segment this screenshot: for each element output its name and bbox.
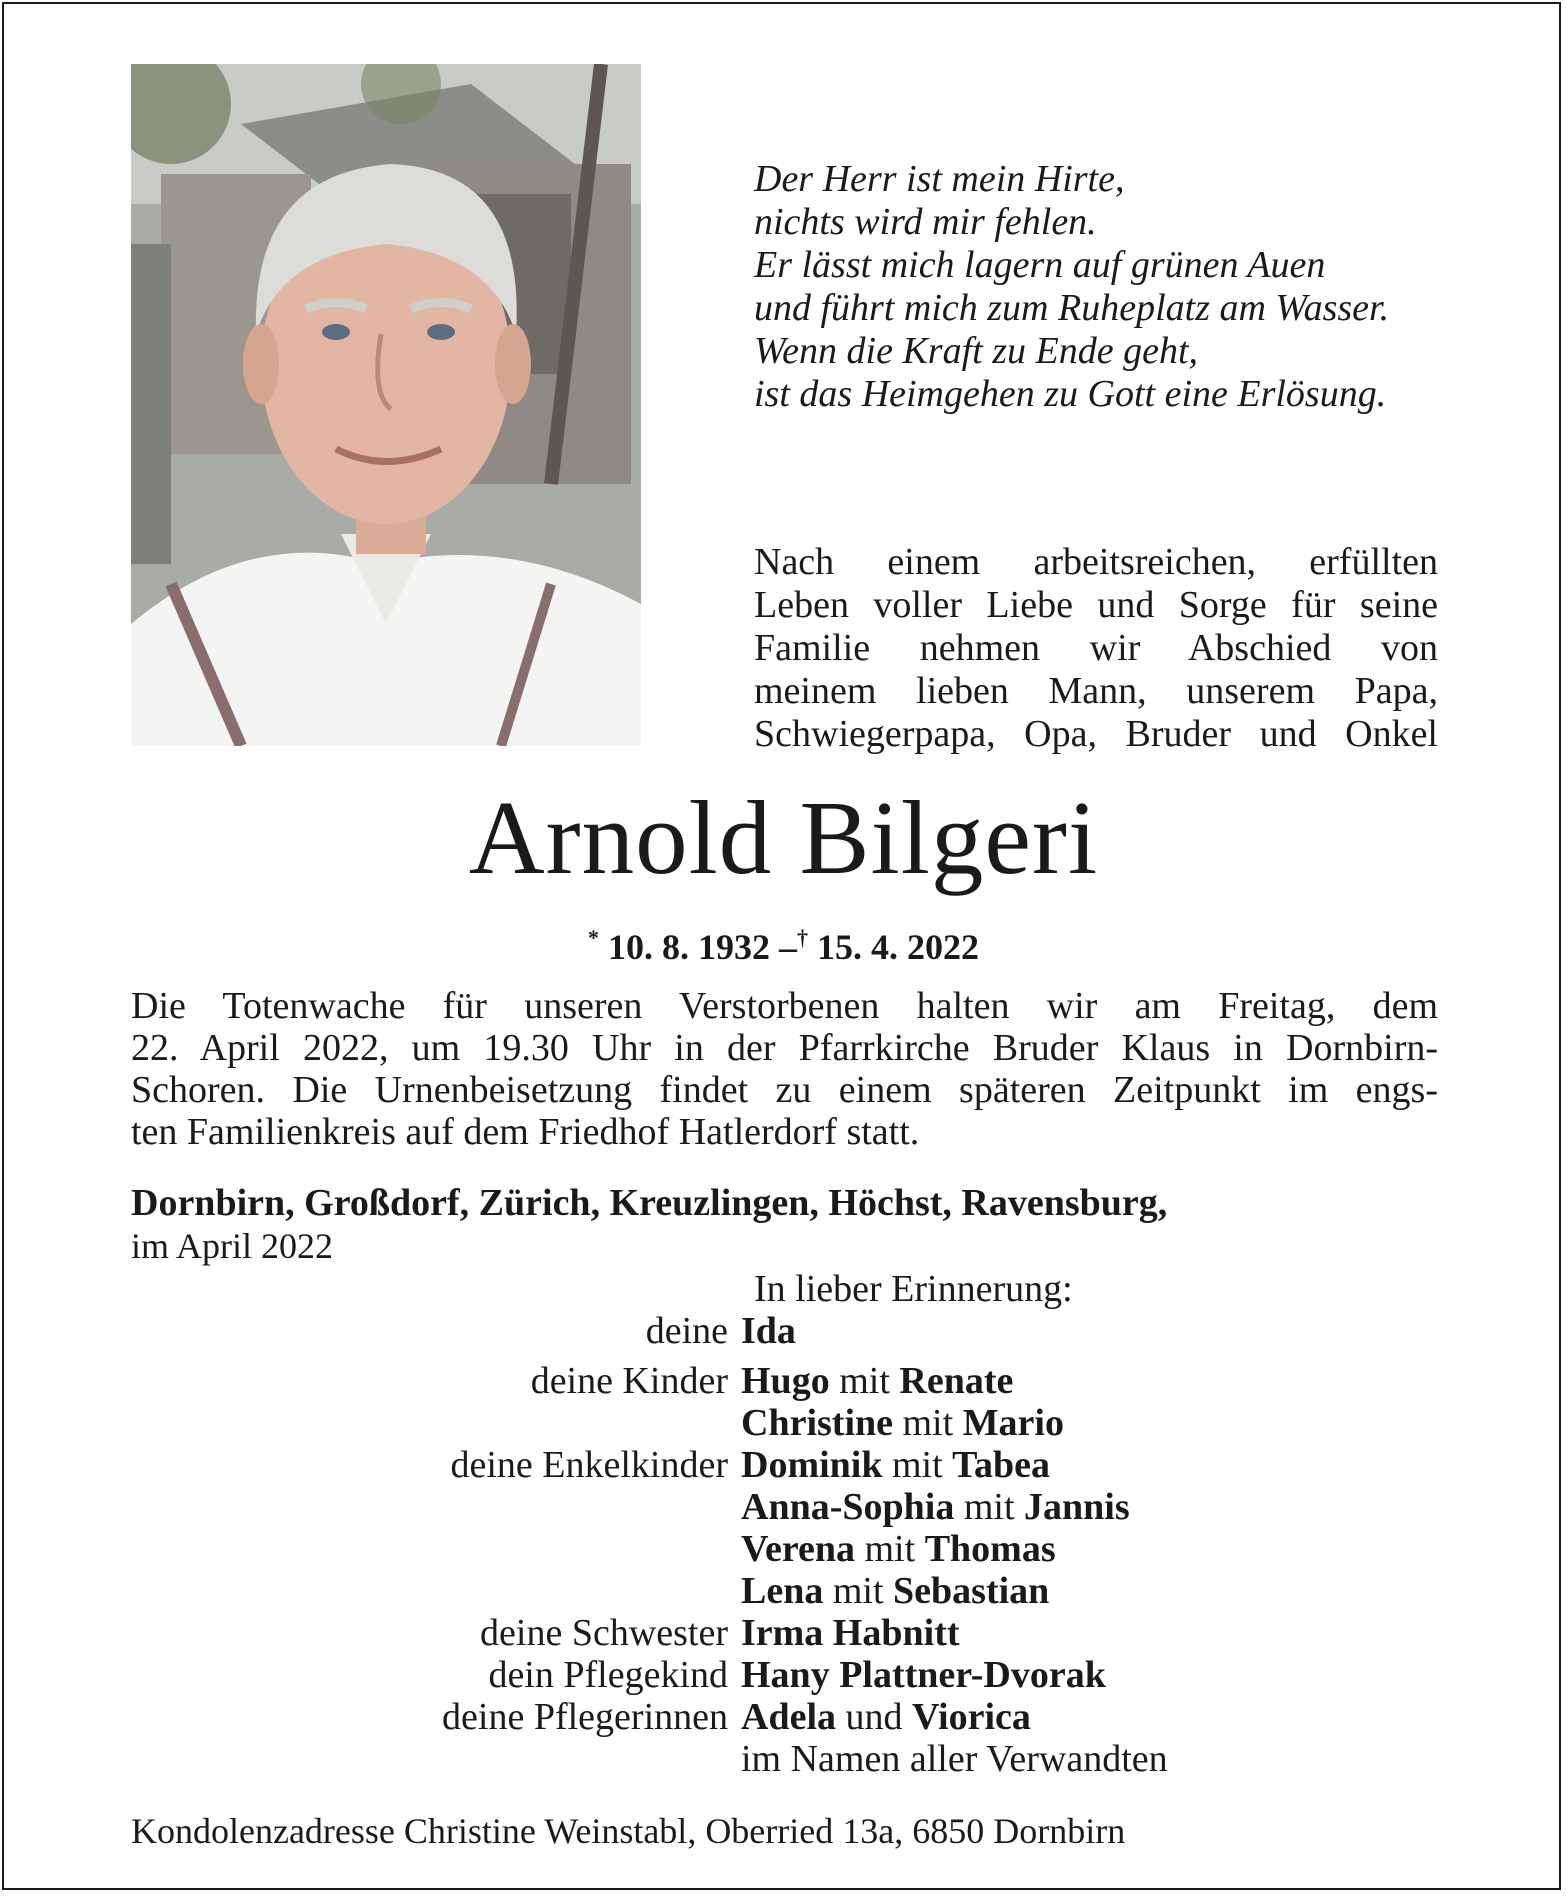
psalm-line: Er lässt mich lagern auf grünen Auen bbox=[754, 244, 1326, 286]
portrait-photo bbox=[131, 64, 641, 746]
vigil-line: 22. April 2022, um 19.30 Uhr in der Pfarrkirche Bruder Klaus in Dornbirn- bbox=[131, 1027, 1438, 1069]
life-dates bbox=[0, 916, 1567, 969]
mourner-row bbox=[131, 1696, 1471, 1738]
mourner-name: Christine bbox=[741, 1402, 893, 1444]
mourner-row bbox=[131, 1360, 1471, 1402]
closing-line: im Namen aller Verwandten bbox=[741, 1738, 1168, 1780]
connector: mit bbox=[891, 1444, 943, 1486]
mourner-row bbox=[131, 1654, 1471, 1696]
intro-line: Familie nehmen wir Abschied von bbox=[754, 627, 1438, 669]
vigil-line: ten Familienkreis auf dem Friedhof Hatlerdorf statt. bbox=[131, 1111, 920, 1153]
relation-label: deine Kinder bbox=[530, 1360, 728, 1402]
relation-label: deine Enkelkinder bbox=[450, 1444, 728, 1486]
mourner-row bbox=[131, 1612, 1471, 1654]
mourner-name: Anna-Sophia bbox=[741, 1486, 955, 1528]
birth-symbol: * bbox=[588, 925, 599, 950]
farewell-intro bbox=[754, 541, 1438, 756]
vigil-announcement bbox=[131, 985, 1438, 1153]
mourner-name: Verena bbox=[741, 1528, 855, 1570]
mourner-row bbox=[131, 1310, 1471, 1352]
relation-label: deine Pflegerinnen bbox=[442, 1696, 728, 1738]
memory-heading: In lieber Erinnerung: bbox=[754, 1268, 1073, 1310]
mourner-name: Hany Plattner-Dvorak bbox=[741, 1654, 1106, 1696]
psalm-line: nichts wird mir fehlen. bbox=[754, 201, 1097, 243]
mourner-name: Sebastian bbox=[893, 1570, 1050, 1612]
relation-label: deine bbox=[645, 1310, 728, 1352]
relation-label: deine Schwester bbox=[480, 1612, 728, 1654]
connector: mit bbox=[832, 1570, 884, 1612]
psalm-line: und führt mich zum Ruheplatz am Wasser. bbox=[754, 287, 1390, 329]
connector: mit bbox=[839, 1360, 890, 1402]
relation-label: dein Pflegekind bbox=[488, 1654, 728, 1696]
death-symbol: † bbox=[797, 925, 808, 950]
mourner-name: Hugo bbox=[741, 1360, 830, 1402]
mourner-name: Renate bbox=[899, 1360, 1014, 1402]
mourner-name: Thomas bbox=[924, 1528, 1056, 1570]
date-separator: – bbox=[779, 927, 797, 967]
mourner-row bbox=[131, 1444, 1471, 1486]
mourner-row bbox=[131, 1570, 1471, 1612]
mourner-name: Adela bbox=[741, 1696, 836, 1738]
psalm-line: Wenn die Kraft zu Ende geht, bbox=[754, 330, 1198, 372]
vigil-line: Schoren. Die Urnenbeisetzung findet zu einem späteren Zeitpunkt im engs- bbox=[131, 1069, 1438, 1111]
vigil-line: Die Totenwache für unseren Verstorbenen halten wir am Freitag, dem bbox=[131, 985, 1438, 1027]
intro-line: Schwiegerpapa, Opa, Bruder und Onkel bbox=[754, 713, 1438, 755]
mourner-name: Lena bbox=[741, 1570, 824, 1612]
connector: mit bbox=[902, 1402, 954, 1444]
deceased-name: Arnold Bilgeri bbox=[468, 779, 1099, 896]
mourner-name: Mario bbox=[962, 1402, 1064, 1444]
condolence-address: Kondolenzadresse Christine Weinstabl, Oberried 13a, 6850 Dornbirn bbox=[131, 1811, 1126, 1851]
psalm-line: ist das Heimgehen zu Gott eine Erlösung. bbox=[754, 373, 1387, 415]
mourner-name: Ida bbox=[741, 1310, 796, 1352]
places-list: Dornbirn, Großdorf, Zürich, Kreuzlingen, Höchst, Ravensburg, bbox=[131, 1182, 1168, 1224]
birth-date: 10. 8. 1932 bbox=[608, 927, 770, 967]
mourner-name: Irma Habnitt bbox=[741, 1612, 960, 1654]
connector: mit bbox=[963, 1486, 1015, 1528]
intro-line: Nach einem arbeitsreichen, erfüllten bbox=[754, 541, 1438, 583]
mourner-row bbox=[131, 1528, 1471, 1570]
mourner-name: Jannis bbox=[1024, 1486, 1130, 1528]
death-date: 15. 4. 2022 bbox=[817, 927, 979, 967]
mourners-list bbox=[131, 1310, 1471, 1780]
intro-line: meinem lieben Mann, unserem Papa, bbox=[754, 670, 1438, 712]
mourner-name: Tabea bbox=[952, 1444, 1051, 1486]
psalm-line: Der Herr ist mein Hirte, bbox=[754, 158, 1125, 200]
psalm-verse bbox=[754, 158, 1454, 416]
mourner-row bbox=[131, 1402, 1471, 1444]
connector: mit bbox=[864, 1528, 916, 1570]
notice-date: im April 2022 bbox=[131, 1226, 334, 1266]
mourner-name: Dominik bbox=[741, 1444, 883, 1486]
mourner-row bbox=[131, 1486, 1471, 1528]
mourner-row bbox=[131, 1738, 1471, 1780]
intro-line: Leben voller Liebe und Sorge für seine bbox=[754, 584, 1438, 626]
mourner-name: Viorica bbox=[912, 1696, 1031, 1738]
connector: und bbox=[845, 1696, 903, 1738]
